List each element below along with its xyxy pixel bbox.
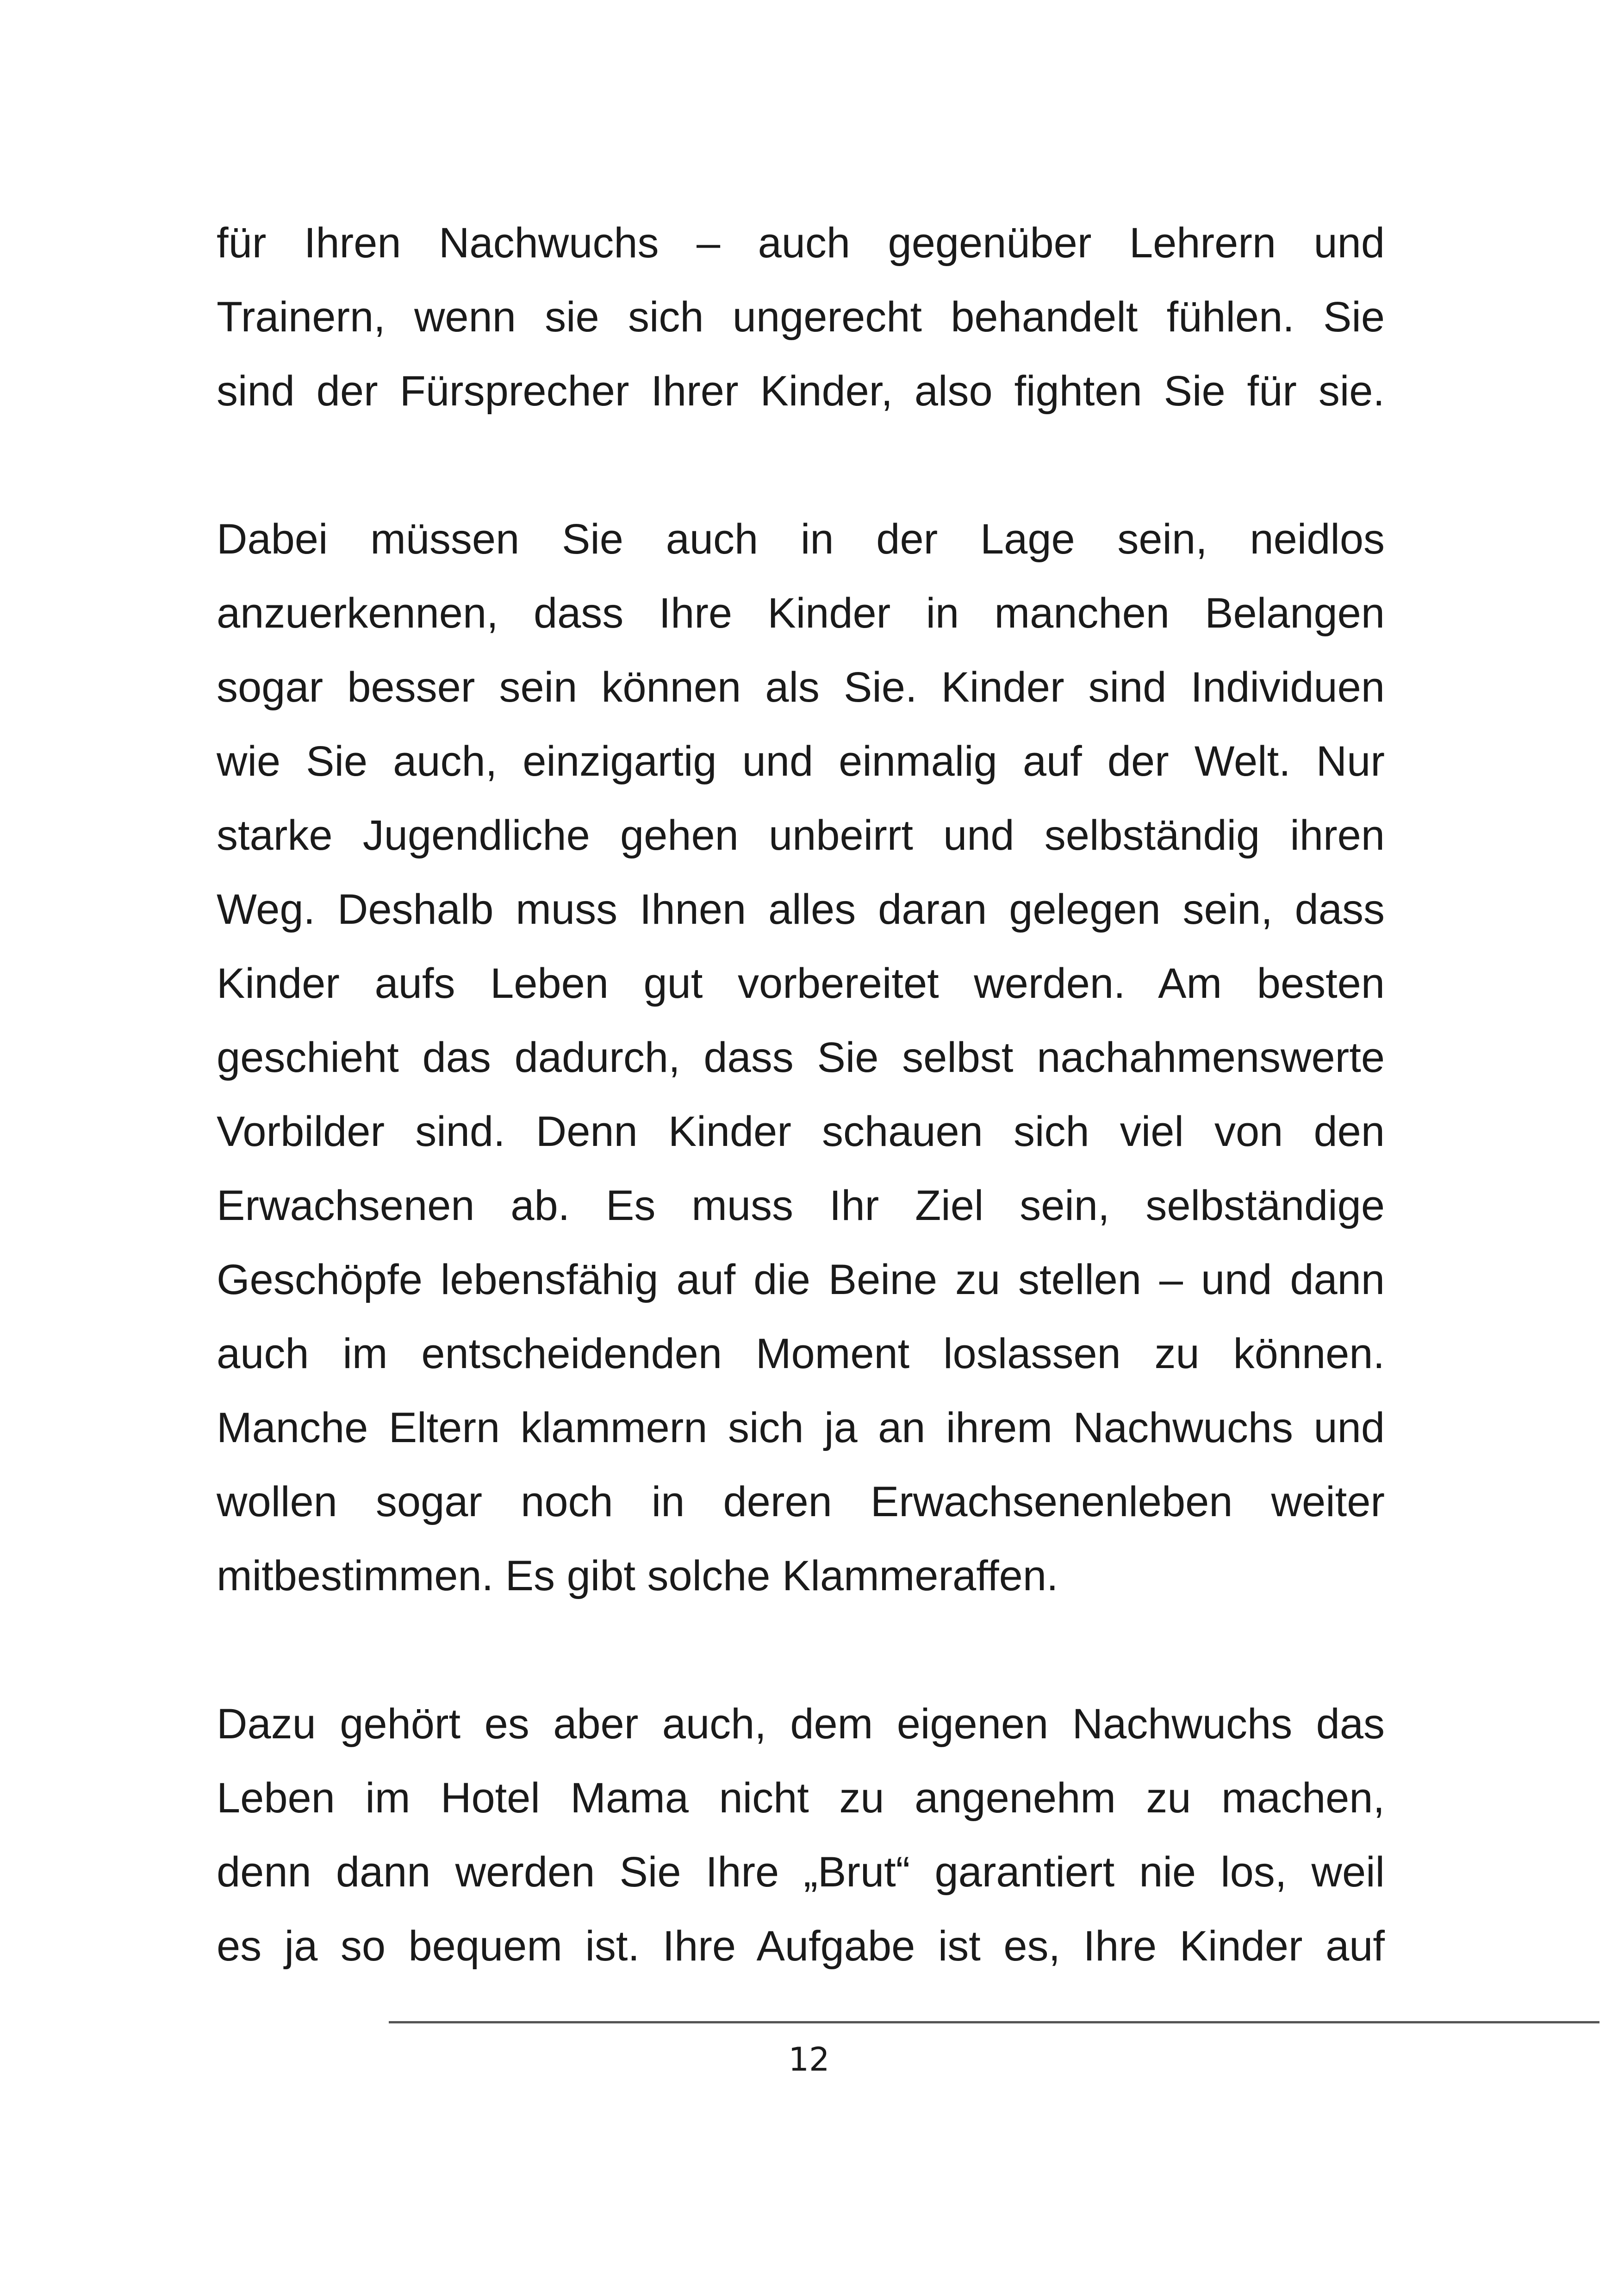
text-line: Geschöpfe lebensfähig auf die Beine zu stellen – und dann — [217, 1256, 1385, 1303]
text-line: Erwachsenen ab. Es muss Ihr Ziel sein, selbständige — [217, 1182, 1385, 1229]
text-line: starke Jugendliche gehen unbeirrt und selbständig ihren — [217, 812, 1385, 859]
footer-divider — [389, 2021, 1599, 2023]
text-line: Leben im Hotel Mama nicht zu angenehm zu machen, — [217, 1774, 1385, 1822]
text-line: es ja so bequem ist. Ihre Aufgabe ist es, Ihre Kinder auf — [217, 1923, 1385, 1970]
text-line: Dazu gehört es aber auch, dem eigenen Nachwuchs das — [217, 1700, 1385, 1748]
text-line: Manche Eltern klammern sich ja an ihrem Nachwuchs und — [217, 1404, 1385, 1451]
text-line: geschieht das dadurch, dass Sie selbst nachahmenswerte — [217, 1034, 1385, 1081]
text-line: auch im entscheidenden Moment loslassen zu können. — [217, 1330, 1385, 1377]
text-line: wollen sogar noch in deren Erwachsenenleben weiter — [217, 1478, 1385, 1525]
text-line: Vorbilder sind. Denn Kinder schauen sich viel von den — [217, 1108, 1385, 1155]
text-line: Dabei müssen Sie auch in der Lage sein, neidlos — [217, 516, 1385, 563]
text-line: Trainern, wenn sie sich ungerecht behandelt fühlen. Sie — [217, 293, 1385, 341]
text-line: mitbestimmen. Es gibt solche Klammeraffen. — [217, 1552, 1058, 1599]
text-line: für Ihren Nachwuchs – auch gegenüber Lehrern und — [217, 219, 1385, 267]
text-line: Kinder aufs Leben gut vorbereitet werden. Am besten — [217, 960, 1385, 1007]
text-line: sind der Fürsprecher Ihrer Kinder, also fighten Sie für sie. — [217, 367, 1385, 415]
paragraph-2 — [217, 502, 1385, 1613]
paragraph-3 — [217, 1687, 1385, 1983]
text-line: Weg. Deshalb muss Ihnen alles daran gelegen sein, dass — [217, 886, 1385, 933]
paragraph-1 — [217, 206, 1385, 428]
text-line: sogar besser sein können als Sie. Kinder sind Individuen — [217, 664, 1385, 711]
text-line: denn dann werden Sie Ihre „Brut“ garantiert nie los, weil — [217, 1848, 1385, 1896]
page-number: 12 — [788, 2041, 830, 2078]
text-line: wie Sie auch, einzigartig und einmalig auf der Welt. Nur — [217, 738, 1385, 785]
text-line: anzuerkennen, dass Ihre Kinder in manchen Belangen — [217, 590, 1385, 637]
